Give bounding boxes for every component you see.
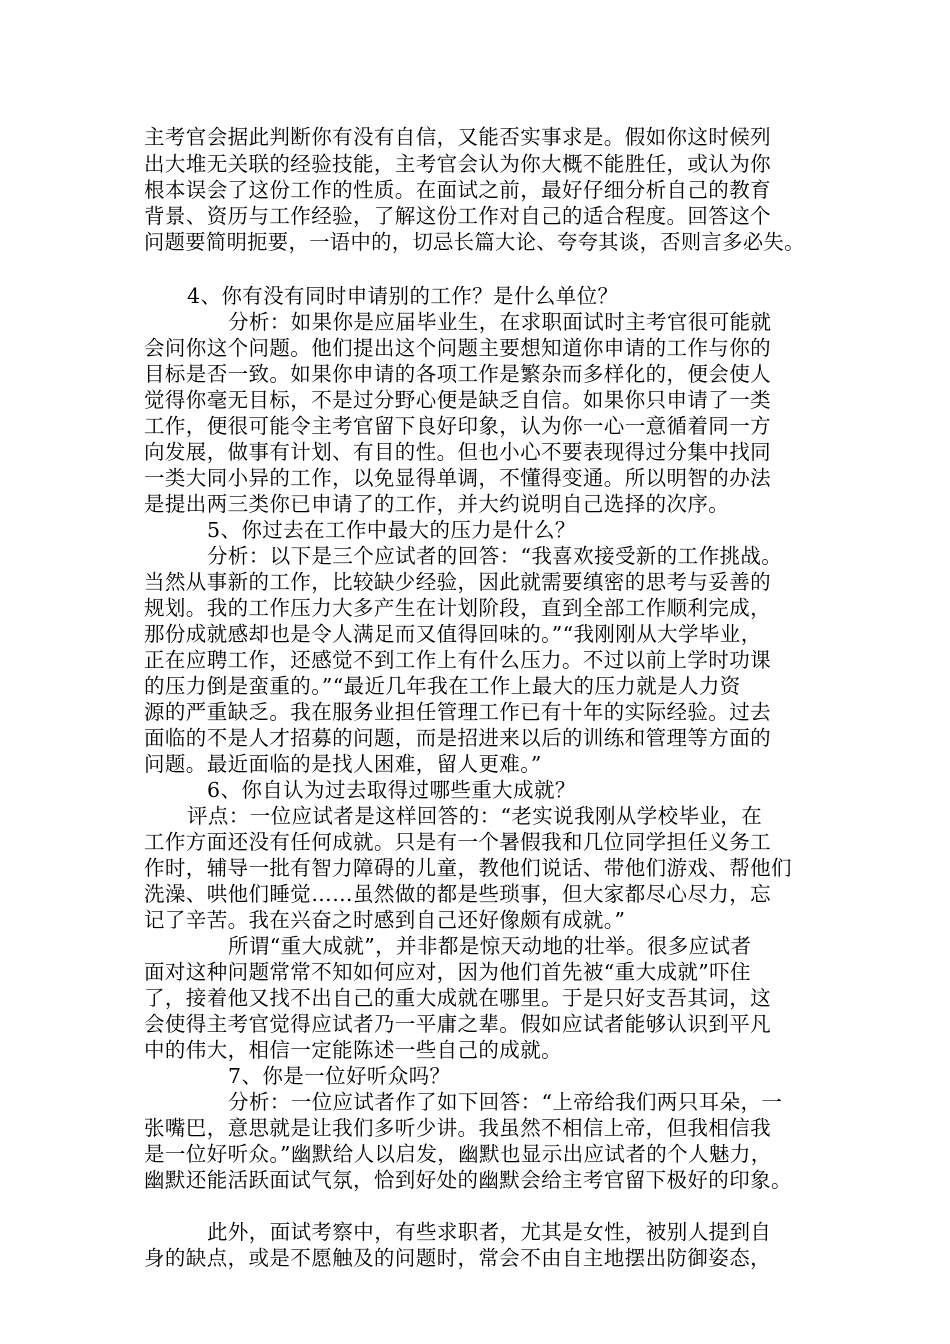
text-line: 那份成就感却也是令人满足而又值得回味的。”“我刚刚从大学毕业， (144, 622, 762, 646)
text-line: 面对这种问题常常不知如何应对，因为他们首先被“重大成就”吓住 (144, 960, 751, 984)
text-line: 正在应聘工作，还感觉不到工作上有什么压力。不过以前上学时功课 (144, 648, 771, 672)
text-line: 一类大同小异的工作，以免显得单调，不懂得变通。所以明智的办法 (144, 466, 771, 490)
text-line: 觉得你毫无目标，不是过分野心便是缺乏自信。如果你只申请了一类 (144, 388, 771, 412)
text-line: 源的严重缺乏。我在服务业担任管理工作已有十年的实际经验。过去 (144, 700, 771, 724)
text-line: 是提出两三类你已申请了的工作，并大约说明自己选择的次序。 (144, 492, 730, 516)
text-line: 问题要简明扼要，一语中的，切忌长篇大论、夸夸其谈，否则言多必失。 (144, 230, 805, 254)
text-line: 向发展，做事有计划、有目的性。但也小心不要表现得过分集中找同 (144, 440, 771, 464)
text-line: 工作，便很可能令主考官留下良好印象，认为你一心一意循着同一方 (144, 414, 771, 438)
text-line: 此外，面试考察中，有些求职者，尤其是女性，被别人提到自 (207, 1220, 772, 1244)
text-line: 评点：一位应试者是这样回答的：“老实说我刚从学校毕业，在 (187, 804, 763, 828)
text-line: 问题。最近面临的是找人困难，留人更难。” (144, 752, 542, 776)
text-line: 面临的不是人才招募的问题，而是招进来以后的训练和管理等方面的 (144, 726, 771, 750)
text-line: 分析：一位应试者作了如下回答：“上帝给我们两只耳朵，一 (228, 1090, 783, 1114)
text-line: 作时，辅导一批有智力障碍的儿童，教他们说话、带他们游戏、帮他们 (144, 856, 792, 880)
text-line: 背景、资历与工作经验，了解这份工作对自己的适合程度。回答这个 (144, 204, 771, 228)
text-line: 工作方面还没有任何成就。只是有一个暑假我和几位同学担任义务工 (144, 830, 771, 854)
question-heading: 4、你有没有同时申请别的工作？是什么单位？ (187, 284, 619, 308)
text-line: 张嘴巴，意思就是让我们多听少讲。我虽然不相信上帝，但我相信我 (144, 1116, 771, 1140)
question-heading: 7、你是一位好听众吗？ (228, 1064, 451, 1088)
text-line: 的压力倒是蛮重的。”“最近几年我在工作上最大的压力就是人力资 (144, 674, 741, 698)
text-line: 幽默还能活跃面试气氛，恰到好处的幽默会给主考官留下极好的印象。 (144, 1168, 792, 1192)
text-line: 记了辛苦。我在兴奋之时感到自己还好像颇有成就。” (144, 908, 626, 932)
text-line: 中的伟大，相信一定能陈述一些自己的成就。 (144, 1038, 562, 1062)
text-line: 洗澡、哄他们睡觉……虽然做的都是些琐事，但大家都尽心尽力，忘 (144, 882, 771, 906)
text-line: 出大堆无关联的经验技能，主考官会认为你大概不能胜任，或认为你 (144, 152, 771, 176)
text-line: 了，接着他又找不出自己的重大成就在哪里。于是只好支吾其词，这 (144, 986, 771, 1010)
text-line: 分析：以下是三个应试者的回答：“我喜欢接受新的工作挑战。 (207, 544, 783, 568)
text-line: 主考官会据此判断你有没有自信，又能否实事求是。假如你这时候列 (144, 125, 771, 149)
question-heading: 6、你自认为过去取得过哪些重大成就？ (207, 778, 576, 802)
text-line: 分析：如果你是应届毕业生，在求职面试时主考官很可能就 (228, 310, 772, 334)
text-line: 会使得主考官觉得应试者乃一平庸之辈。假如应试者能够认识到平凡 (144, 1012, 771, 1036)
text-line: 规划。我的工作压力大多产生在计划阶段，直到全部工作顺利完成， (144, 596, 771, 620)
text-line: 是一位好听众。”幽默给人以启发，幽默也显示出应试者的个人魅力， (144, 1142, 772, 1166)
text-line: 所谓“重大成就”，并非都是惊天动地的壮举。很多应试者 (228, 934, 752, 958)
text-line: 当然从事新的工作，比较缺少经验，因此就需要缜密的思考与妥善的 (144, 570, 771, 594)
text-line: 根本误会了这份工作的性质。在面试之前，最好仔细分析自己的教育 (144, 178, 771, 202)
question-heading: 5、你过去在工作中最大的压力是什么？ (207, 518, 576, 542)
text-line: 身的缺点，或是不愿触及的问题时，常会不由自主地摆出防御姿态， (144, 1246, 771, 1270)
text-line: 会问你这个问题。他们提出这个问题主要想知道你申请的工作与你的 (144, 336, 771, 360)
text-line: 目标是否一致。如果你申请的各项工作是繁杂而多样化的，便会使人 (144, 362, 771, 386)
